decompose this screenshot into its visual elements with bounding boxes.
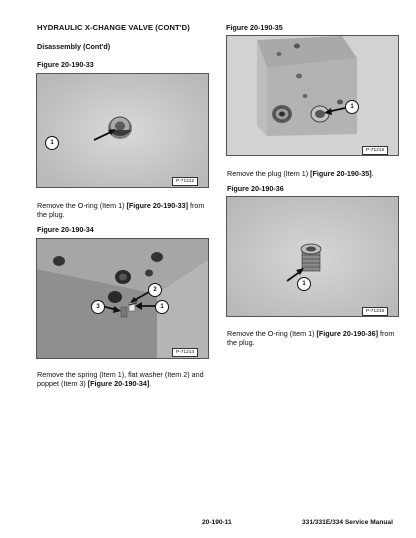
callout-1: 1 xyxy=(155,300,169,314)
callout-2: 2 xyxy=(148,283,162,297)
photo-id: P-71214 xyxy=(172,348,198,357)
callout-1: 1 xyxy=(45,136,59,150)
figure-36-photo xyxy=(226,196,399,317)
section-subtitle: Disassembly (Cont'd) xyxy=(37,42,111,51)
caption-33: Remove the O-ring (Item 1) [Figure 20-190-33] from the plug. xyxy=(37,201,205,220)
figure-33-title: Figure 20-190-33 xyxy=(37,60,94,69)
figure-35-title: Figure 20-190-35 xyxy=(226,23,283,32)
callout-1: 1 xyxy=(345,100,359,114)
photo-id: P-71216 xyxy=(362,307,388,316)
callout-1: 1 xyxy=(297,277,311,291)
figure-34-photo xyxy=(36,238,209,359)
figure-35-photo xyxy=(226,35,399,156)
caption-35: Remove the plug (Item 1) [Figure 20-190-35]. xyxy=(227,169,374,178)
figure-33-photo xyxy=(36,73,209,188)
manual-title: 331/331E/334 Service Manual xyxy=(302,519,393,526)
figure-34-title: Figure 20-190-34 xyxy=(37,225,94,234)
section-title: HYDRAULIC X-CHANGE VALVE (CONT'D) xyxy=(37,23,190,32)
photo-id: P-71212 xyxy=(172,177,198,186)
caption-36: Remove the O-ring (Item 1) [Figure 20-190-36] from the plug. xyxy=(227,329,395,348)
callout-3: 3 xyxy=(91,300,105,314)
figure-36-title: Figure 20-190-36 xyxy=(227,184,284,193)
photo-id: P-71215 xyxy=(362,146,388,155)
page-number: 20-190-11 xyxy=(202,519,232,526)
caption-34: Remove the spring (Item 1), flat washer (Item 2) and poppet (Item 3) [Figure 20-190-34]. xyxy=(37,370,204,389)
